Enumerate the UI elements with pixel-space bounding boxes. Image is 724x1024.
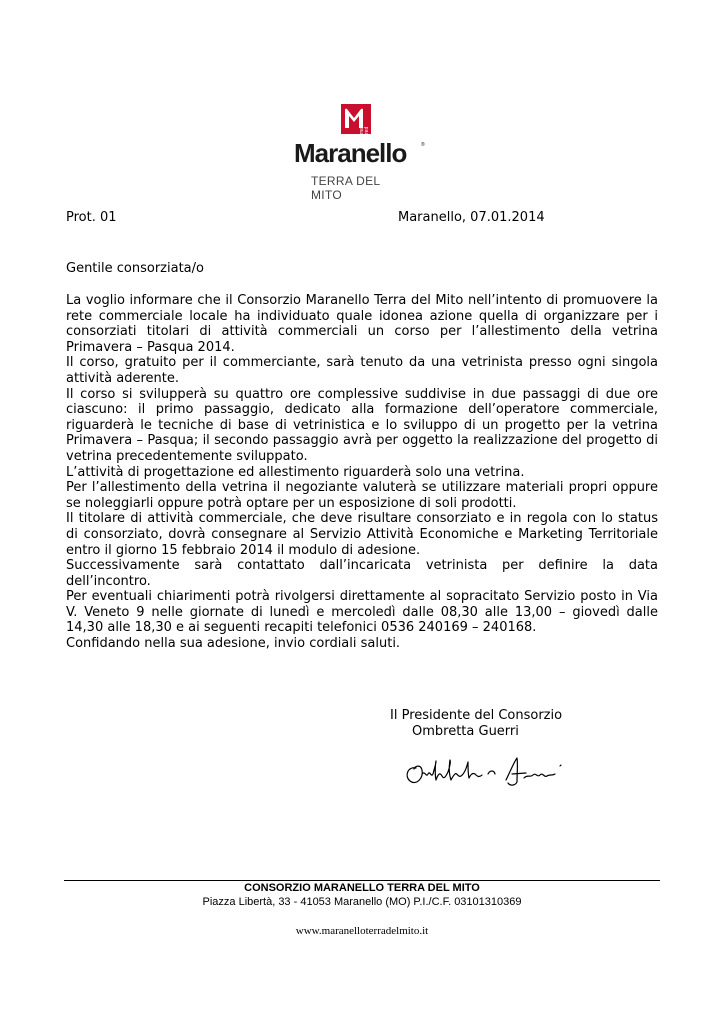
logo-registered-mark: ® (421, 142, 425, 148)
footer-address: Piazza Libertà, 33 - 41053 Maranello (MO) P.I./C.F. 03101310369 (202, 896, 522, 908)
closing-paragraph: Confidando nella sua adesione, invio cordiali saluti. (66, 636, 401, 652)
consortium-logo (278, 86, 438, 206)
body-paragraph: Per l’allestimento della vetrina il negoziante valuterà se utilizzare materiali propri oppure se noleggiarli oppure potrà optare per un esposizione di soli prodotti. (66, 480, 658, 511)
logo-mark-icon (341, 104, 371, 134)
body-paragraph: La voglio informare che il Consorzio Maranello Terra del Mito nell’intento di promuovere la rete commerciale locale ha individuato quale idonea azione quella di organizzare per i consorziati titolari di attività commerciali un corso per l’allestimento della vetrina Primavera – Pasqua 2014. (66, 293, 658, 355)
signatory-name: Ombretta Guerri (412, 724, 519, 739)
footer-website-link[interactable]: www.maranelloterradelmito.it (295, 925, 429, 937)
body-paragraph: Successivamente sarà contattato dall’incaricata vetrinista per definire la data dell’incontro. (66, 558, 658, 589)
logo-subtitle: TERRA DEL MITO (311, 174, 380, 202)
protocol-line (66, 210, 658, 226)
place-and-date: Maranello, 07.01.2014 (398, 210, 545, 225)
salutation: Gentile consorziata/o (66, 261, 204, 276)
body-paragraph: Il titolare di attività commerciale, che deve risultare consorziato e in regola con lo status di consorziato, dovrà consegnare al Servizio Attività Economiche e Marketing Territoriale entro il giorno 15 febbraio 2014 il modulo di adesione. (66, 511, 658, 558)
handwritten-signature-icon (402, 752, 567, 792)
body-paragraph: Il corso si svilupperà su quattro ore complessive suddivise in due passaggi di due ore ciascuno: il primo passaggio, dedicato alla formazione dell’operatore commerciale, riguarderà le tecniche di base di vetrinistica e lo sviluppo di un progetto per la vetrina Primavera – Pasqua; il secondo passaggio avrà per oggetto la realizzazione del progetto di vetrina precedentemente sviluppato. (66, 386, 658, 464)
letter-body (66, 293, 658, 652)
logo-mark-text: made in red (359, 116, 370, 134)
body-paragraph: Per eventuali chiarimenti potrà rivolgersi direttamente al sopracitato Servizio posto in Via V. Veneto 9 nelle giornate di lunedì e mercoledì dalle 08,30 alle 13,00 – giovedì dalle 14,30 alle 18,30 e ai seguenti recapiti telefonici 0536 240169 – 240168. (66, 589, 658, 636)
body-paragraph: L’attività di progettazione ed allestimento riguarderà solo una vetrina. (66, 464, 525, 480)
logo-wordmark: Maranello (294, 138, 407, 168)
body-paragraph: Il corso, gratuito per il commerciante, sarà tenuto da una vetrinista presso ogni singola attività aderente. (66, 355, 658, 386)
signatory-title: Il Presidente del Consorzio (390, 708, 563, 723)
protocol-number: Prot. 01 (66, 210, 117, 225)
footer-organization: CONSORZIO MARANELLO TERRA DEL MITO (244, 882, 480, 894)
